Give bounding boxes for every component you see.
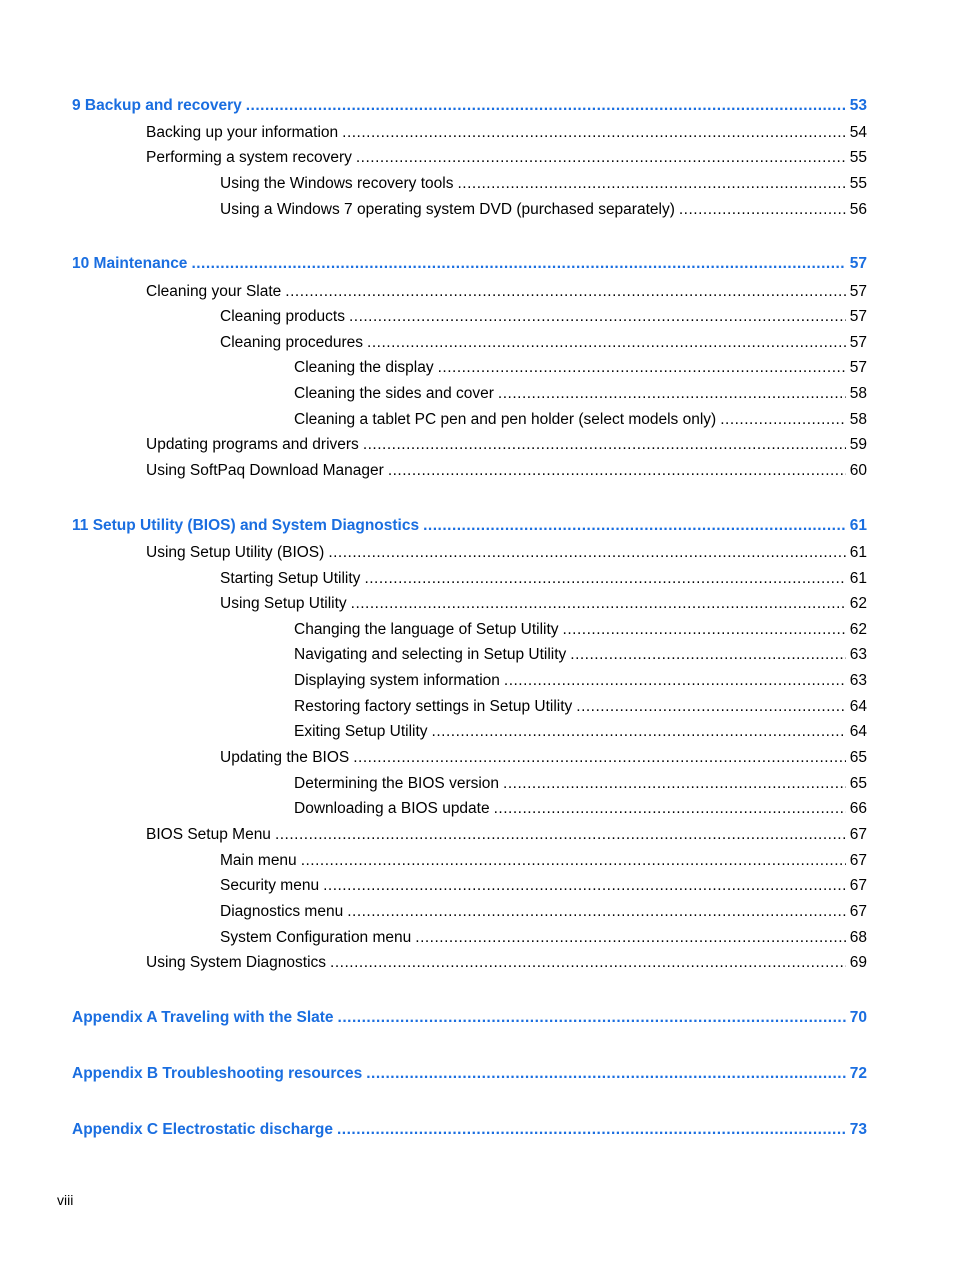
toc-entry[interactable] — [220, 333, 867, 353]
toc-entry-page: 67 — [849, 826, 867, 843]
toc-entry-title: Restoring factory settings in Setup Utility — [294, 698, 573, 715]
toc-entry-title: Appendix A Traveling with the Slate — [72, 1009, 334, 1026]
toc-entry-title: Cleaning a tablet PC pen and pen holder (select models only) — [294, 411, 717, 428]
dot-leader — [285, 282, 845, 302]
toc-entry-page: 62 — [849, 621, 867, 638]
toc-entry-title: Determining the BIOS version — [294, 775, 500, 792]
toc-entry-title: Updating programs and drivers — [146, 436, 359, 453]
toc-entry[interactable] — [220, 174, 867, 194]
toc-entry[interactable] — [294, 645, 867, 665]
toc-entry[interactable] — [146, 148, 867, 168]
dot-leader — [679, 200, 846, 220]
dot-leader — [503, 774, 846, 794]
dot-leader — [353, 748, 846, 768]
toc-entry-page: 67 — [849, 877, 867, 894]
dot-leader — [301, 851, 846, 871]
toc-entry-title: Using a Windows 7 operating system DVD (purchased separately) — [220, 201, 675, 218]
dot-leader — [432, 722, 846, 742]
toc-entry[interactable] — [220, 902, 867, 922]
dot-leader — [576, 697, 845, 717]
toc-entry-page: 58 — [849, 411, 867, 428]
toc-entry-title: Cleaning your Slate — [146, 283, 282, 300]
toc-entry[interactable] — [294, 410, 867, 430]
toc-entry-page: 57 — [849, 359, 867, 376]
toc-entry[interactable] — [294, 620, 867, 640]
dot-leader — [323, 876, 846, 896]
dot-leader — [438, 358, 846, 378]
toc-entry-page: 56 — [849, 201, 867, 218]
toc-entry[interactable] — [294, 774, 867, 794]
toc-entry-title: Downloading a BIOS update — [294, 800, 490, 817]
toc-entry-page: 67 — [849, 903, 867, 920]
toc-chapter-entry[interactable] — [72, 254, 867, 274]
dot-leader — [498, 384, 846, 404]
toc-entry-title: 11 Setup Utility (BIOS) and System Diagnostics — [72, 517, 420, 534]
dot-leader — [275, 825, 846, 845]
dot-leader — [337, 1120, 846, 1140]
toc-entry[interactable] — [146, 435, 867, 455]
dot-leader — [388, 461, 846, 481]
dot-leader — [364, 569, 845, 589]
toc-entry-title: Navigating and selecting in Setup Utility — [294, 646, 567, 663]
toc-entry-page: 57 — [849, 308, 867, 325]
toc-chapter-entry[interactable] — [72, 96, 867, 116]
toc-entry[interactable] — [146, 825, 867, 845]
toc-entry[interactable] — [220, 569, 867, 589]
toc-entry-page: 65 — [849, 775, 867, 792]
toc-entry-title: Using Setup Utility (BIOS) — [146, 544, 325, 561]
toc-entry-page: 62 — [849, 595, 867, 612]
toc-entry[interactable] — [220, 928, 867, 948]
toc-entry-title: Backing up your information — [146, 124, 339, 141]
toc-entry-page: 70 — [849, 1009, 867, 1026]
toc-entry-page: 73 — [849, 1121, 867, 1138]
toc-entry-page: 55 — [849, 149, 867, 166]
toc-entry-title: Using the Windows recovery tools — [220, 175, 454, 192]
toc-entry-title: Starting Setup Utility — [220, 570, 361, 587]
toc-entry-page: 60 — [849, 462, 867, 479]
dot-leader — [367, 333, 846, 353]
dot-leader — [356, 148, 846, 168]
toc-entry-title: Diagnostics menu — [220, 903, 344, 920]
toc-chapter-entry[interactable] — [72, 516, 867, 536]
toc-entry-page: 59 — [849, 436, 867, 453]
dot-leader — [351, 594, 846, 614]
dot-leader — [246, 96, 846, 116]
dot-leader — [338, 1008, 846, 1028]
dot-leader — [504, 671, 846, 691]
toc-entry-title: Appendix B Troubleshooting resources — [72, 1065, 363, 1082]
toc-entry-title: Updating the BIOS — [220, 749, 350, 766]
toc-entry-title: Using System Diagnostics — [146, 954, 327, 971]
toc-entry-page: 57 — [849, 255, 867, 272]
toc-entry[interactable] — [146, 123, 867, 143]
toc-entry-title: 10 Maintenance — [72, 255, 188, 272]
toc-chapter-entry[interactable] — [72, 1120, 867, 1140]
page-number: viii — [57, 1192, 74, 1208]
dot-leader — [349, 307, 846, 327]
toc-entry-title: Security menu — [220, 877, 320, 894]
dot-leader — [191, 254, 845, 274]
dot-leader — [366, 1064, 846, 1084]
dot-leader — [330, 953, 846, 973]
toc-entry[interactable] — [294, 358, 867, 378]
toc-entry[interactable] — [220, 748, 867, 768]
toc-entry[interactable] — [146, 953, 867, 973]
dot-leader — [494, 799, 846, 819]
dot-leader — [720, 410, 846, 430]
toc-chapter-entry[interactable] — [72, 1064, 867, 1084]
toc-entry[interactable] — [294, 697, 867, 717]
toc-entry-title: Exiting Setup Utility — [294, 723, 428, 740]
dot-leader — [457, 174, 845, 194]
toc-entry-page: 63 — [849, 646, 867, 663]
toc-entry-title: Using SoftPaq Download Manager — [146, 462, 384, 479]
toc-entry[interactable] — [294, 722, 867, 742]
toc-entry-page: 68 — [849, 929, 867, 946]
toc-entry[interactable] — [220, 594, 867, 614]
toc-entry-title: BIOS Setup Menu — [146, 826, 271, 843]
toc-entry-title: Changing the language of Setup Utility — [294, 621, 559, 638]
toc-entry-page: 61 — [849, 517, 867, 534]
toc-entry[interactable] — [220, 851, 867, 871]
toc-entry[interactable] — [294, 799, 867, 819]
toc-entry-page: 67 — [849, 852, 867, 869]
dot-leader — [347, 902, 846, 922]
toc-entry-title: Performing a system recovery — [146, 149, 352, 166]
toc-entry-title: Cleaning procedures — [220, 334, 364, 351]
toc-entry-title: Appendix C Electrostatic discharge — [72, 1121, 333, 1138]
dot-leader — [570, 645, 845, 665]
toc-entry-page: 66 — [849, 800, 867, 817]
toc-entry-title: 9 Backup and recovery — [72, 97, 242, 114]
toc-entry-page: 63 — [849, 672, 867, 689]
dot-leader — [423, 516, 846, 536]
toc-entry-page: 61 — [849, 544, 867, 561]
toc-entry[interactable] — [294, 671, 867, 691]
toc-entry[interactable] — [146, 461, 867, 481]
toc-chapter-entry[interactable] — [72, 1008, 867, 1028]
dot-leader — [363, 435, 846, 455]
toc-entry[interactable] — [220, 307, 867, 327]
dot-leader — [415, 928, 845, 948]
toc-entry-page: 58 — [849, 385, 867, 402]
toc-entry[interactable] — [146, 282, 867, 302]
toc-entry-title: Main menu — [220, 852, 297, 869]
toc-entry[interactable] — [220, 876, 867, 896]
toc-entry-page: 54 — [849, 124, 867, 141]
dot-leader — [328, 543, 845, 563]
toc-entry[interactable] — [294, 384, 867, 404]
toc-entry-page: 69 — [849, 954, 867, 971]
toc-entry-page: 72 — [849, 1065, 867, 1082]
toc-entry-title: System Configuration menu — [220, 929, 412, 946]
toc-entry-page: 57 — [849, 283, 867, 300]
toc-entry[interactable] — [220, 200, 867, 220]
toc-entry-page: 61 — [849, 570, 867, 587]
toc-entry-page: 53 — [849, 97, 867, 114]
toc-entry-title: Using Setup Utility — [220, 595, 347, 612]
toc-entry-title: Cleaning the sides and cover — [294, 385, 494, 402]
toc-entry-title: Cleaning the display — [294, 359, 434, 376]
toc-entry-page: 55 — [849, 175, 867, 192]
dot-leader — [342, 123, 846, 143]
toc-entry-page: 57 — [849, 334, 867, 351]
toc-entry[interactable] — [146, 543, 867, 563]
toc-entry-title: Displaying system information — [294, 672, 500, 689]
toc-entry-page: 64 — [849, 698, 867, 715]
toc-entry-page: 64 — [849, 723, 867, 740]
toc-entry-page: 65 — [849, 749, 867, 766]
dot-leader — [563, 620, 846, 640]
toc-entry-title: Cleaning products — [220, 308, 345, 325]
